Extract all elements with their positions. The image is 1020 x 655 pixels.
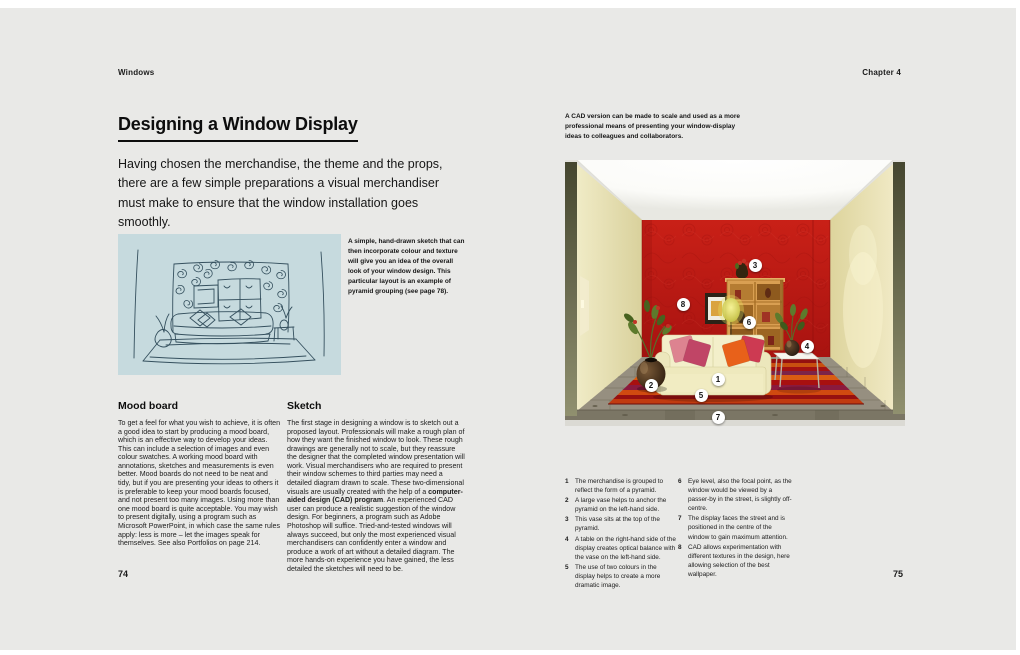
legend-item: 6 Eye level, also the focal point, as the window would be viewed by a passer-by in the street, is slightly off-centre. <box>678 478 792 513</box>
legend-item: 2 A large vase helps to anchor the pyramid on the left-hand side. <box>565 497 667 514</box>
running-head-right: Chapter 4 <box>862 68 901 77</box>
sketch-body-bold: computer-aided design (CAD) program <box>287 487 463 505</box>
sketch-figure-caption: A simple, hand-drawn sketch that can then incorporate colour and texture will give you an idea of the overall look of your window design. This particular layout is an example of pyramid grouping (see page 78). <box>348 238 465 296</box>
page-title-wrap <box>118 114 358 142</box>
sketch-column <box>287 400 467 573</box>
cad-render <box>565 160 905 426</box>
legend-item: 5 The use of two colours in the display helps to create a more dramatic image. <box>565 563 661 590</box>
legend-item: 1 The merchandise is grouped to reflect the form of a pyramid. <box>565 478 664 495</box>
cad-render-figure <box>565 160 905 426</box>
legend-item: 8 CAD allows experimentation with different textures in the design, here allowing selection of the best wallpaper. <box>678 543 790 578</box>
callout-badge-5: 5 <box>695 389 708 402</box>
book-spread <box>0 8 1016 650</box>
callout-badge-6: 6 <box>743 316 756 329</box>
page-number-left: 74 <box>118 569 129 579</box>
mood-board-heading: Mood board <box>118 400 179 412</box>
legend-column-1 <box>565 477 677 591</box>
callout-badge-8: 8 <box>677 298 690 311</box>
intro-paragraph: Having chosen the merchandise, the theme and the props, there are a few simple preparations a visual merchandiser must make to ensure that the window installation goes smoothly. <box>118 157 443 230</box>
callout-badge-1: 1 <box>712 373 725 386</box>
hand-sketch-drawing <box>118 234 341 375</box>
sketch-body <box>287 419 467 573</box>
running-head-left: Windows <box>118 68 155 77</box>
legend-column-2 <box>678 477 792 580</box>
callout-badge-2: 2 <box>645 379 658 392</box>
sketch-body-post: . An experienced CAD user can produce a realistic suggestion of the window design. For beginners, a program such as Adobe Photoshop will suffice. Tried-and-tested windows will always succeed, but only the most experienced visual merchandisers can confidently enter a window and produce a work of art without a detailed diagram. The more hands-on experience you have gained, the less detailed the sketches will need to be. <box>287 496 456 573</box>
hand-sketch-figure <box>118 234 341 375</box>
mood-board-body: To get a feel for what you wish to achieve, it is often a good idea to start by producing a mood board, which is an effective way to develop your ideas. This can include a selection of images and even colour swatches. A working mood board with annotations, sketches and measurements is even better. Mood boards do not need to be neat and tidy, but if you are presenting your ideas to others it is preferable to keep your mood boards focused, and not present too many images. Using more than one mood board is quite acceptable. You may wish to present digitally, using a program such as Microsoft PowerPoint, in which case the same rules apply: less is more – let the images speak for themselves. See also Portfolios on page 214. <box>118 419 281 548</box>
sketch-heading: Sketch <box>287 400 322 412</box>
legend-item: 3 This vase sits at the top of the pyramid. <box>565 516 660 533</box>
page-number-right: 75 <box>893 569 904 579</box>
mood-board-column <box>118 400 281 548</box>
page-title: Designing a Window Display <box>118 114 358 142</box>
legend-item: 7 The display faces the street and is positioned in the centre of the window to gain maximum attention. <box>678 515 788 541</box>
callout-badge-7: 7 <box>712 411 725 424</box>
sketch-body-pre: The first stage in designing a window is to sketch out a proposed layout. Professionals will make a rough plan of how they want the finished window to look. These rough drawings are generally not to scale, but they reassure the designer that the completed window presentation will work. Visual merchandisers who are required to present their window schemes to third parties may need a detailed diagram drawn to scale. These two-dimensional visuals are usually created with the help of a <box>287 419 465 496</box>
callout-badge-4: 4 <box>801 340 814 353</box>
cad-figure-caption: A CAD version can be made to scale and used as a more professional means of presenting your window-display ideas to colleagues and collaborators. <box>565 113 740 141</box>
legend-item: 4 A table on the right-hand side of the display creates optical balance with the vase on the left-hand side. <box>565 535 676 561</box>
callout-badge-3: 3 <box>749 259 762 272</box>
